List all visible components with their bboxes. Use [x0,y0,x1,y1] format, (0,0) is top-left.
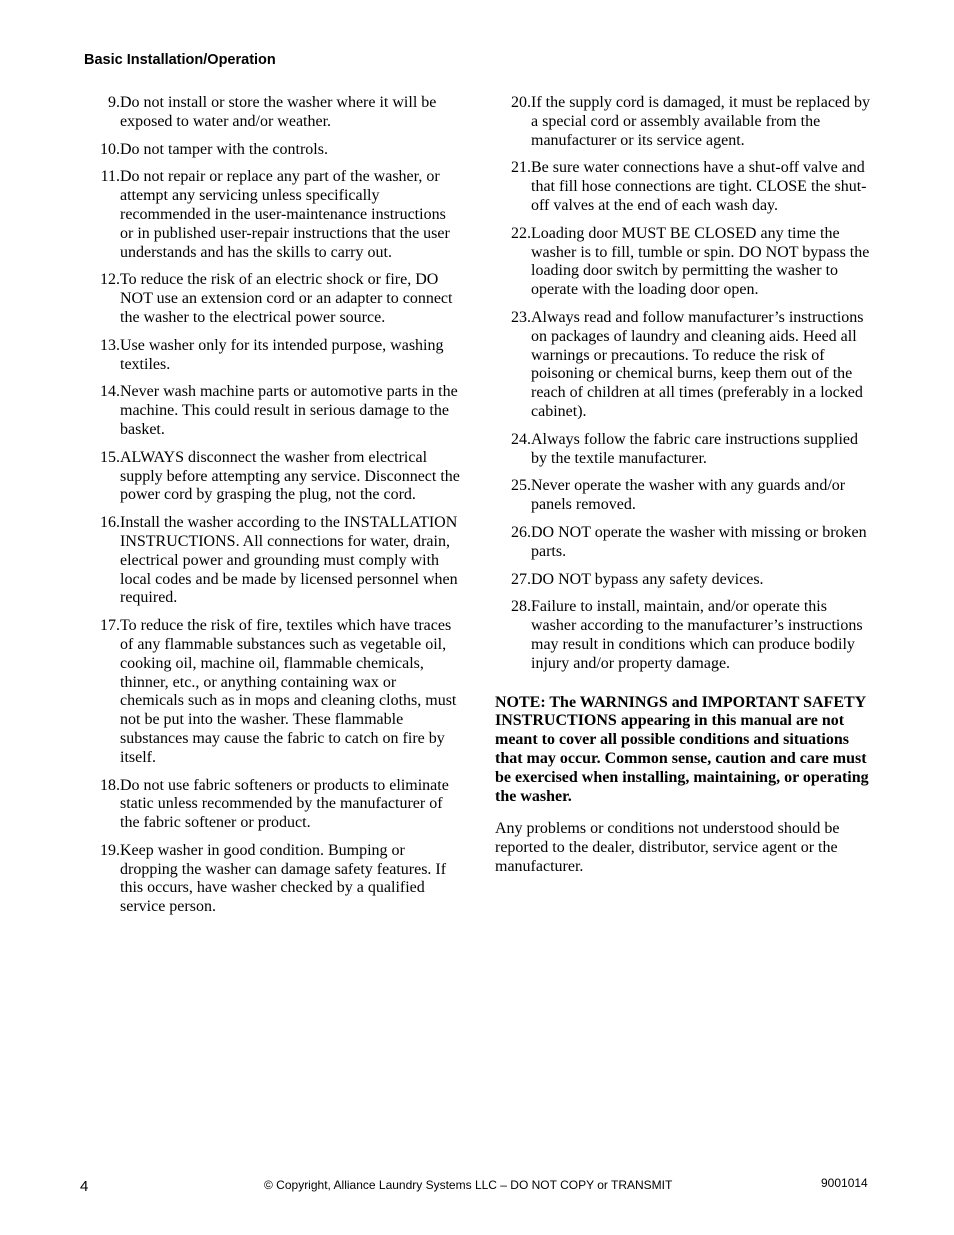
item-number: 11. [100,168,120,186]
item-number: 23. [511,308,531,326]
item-number: 28. [511,598,531,616]
item-text: To reduce the risk of an electric shock or fire, DO NOT use an extension cord or an adapter to connect the washer to the electrical power source. [120,271,453,326]
list-item [495,524,870,562]
item-text: ALWAYS disconnect the washer from electrical supply before attempting any service. Disconnect the power cord by grasping the plug, not the cord. [120,448,460,504]
item-number: 10. [100,140,120,158]
list-item [84,271,462,327]
list-item [495,159,870,215]
list-item [84,94,462,132]
list-item [84,842,462,917]
right-item-list [495,94,870,674]
item-number: 25. [511,477,531,495]
item-number: 14. [100,383,120,401]
list-item [84,337,462,375]
list-item [84,449,462,505]
item-number: 26. [511,523,531,541]
list-item [84,617,462,767]
item-number: 21. [511,159,531,177]
left-column [84,94,462,926]
closing-paragraph: Any problems or conditions not understood should be reported to the dealer, distributor, service agent or the manufacturer. [495,820,840,875]
item-text: Install the washer according to the INSTALLATION INSTRUCTIONS. All connections for water, drain, electrical power and grounding must comply with local codes and be made by licensed personnel when required. [120,514,458,607]
item-number: 18. [100,776,120,794]
item-text: Keep washer in good condition. Bumping or dropping the washer can damage safety features. If this occurs, have washer checked by a qualified service person. [120,841,447,916]
page-number: 4 [80,1178,89,1195]
copyright-notice: © Copyright, Alliance Laundry Systems LLC – DO NOT COPY or TRANSMIT [264,1178,673,1192]
item-number: 16. [100,514,120,532]
list-item [84,141,462,160]
list-item [495,225,870,300]
list-item [84,514,462,608]
item-number: 24. [511,430,531,448]
item-number: 17. [100,617,120,635]
right-column [495,94,870,877]
list-item [84,383,462,439]
list-item [495,94,870,150]
item-text: DO NOT bypass any safety devices. [531,570,764,588]
document-number: 9001014 [821,1176,868,1190]
item-text: Failure to install, maintain, and/or operate this washer according to the manufacturer’s instructions may result in conditions which can produce bodily injury and/or property damage. [531,598,863,672]
list-item [84,777,462,833]
item-number: 15. [100,448,120,466]
item-number: 22. [511,224,531,242]
list-item [495,431,870,469]
item-text: Always read and follow manufacturer’s instructions on packages of laundry and cleaning aids. Heed all warnings or precautions. To reduce the risk of poisoning or chemical burns, keep them out of the reach of children at all times (preferably in a locked cabinet). [531,308,864,420]
item-number: 27. [511,570,531,588]
item-number: 20. [511,94,531,111]
item-text: Be sure water connections have a shut-off valve and that fill hose connections are tight. CLOSE the shut-off valves at the end of each wash day. [531,159,867,214]
list-item [84,168,462,262]
item-number: 9. [108,94,120,111]
list-item [495,309,870,422]
item-text: Never wash machine parts or automotive parts in the machine. This could result in serious damage to the basket. [120,383,458,438]
item-text: Use washer only for its intended purpose, washing textiles. [120,336,444,373]
item-number: 19. [100,841,120,859]
safety-note: NOTE: The WARNINGS and IMPORTANT SAFETY INSTRUCTIONS appearing in this manual are not meant to cover all possible conditions and situations that may occur. Common sense, caution and care must be exercised when installing, maintaining, or operating the washer. [495,693,869,805]
list-item [495,477,870,515]
item-text: Loading door MUST BE CLOSED any time the washer is to fill, tumble or spin. DO NOT bypass the loading door switch by permitting the washer to operate with the loading door open. [531,224,870,299]
item-text: DO NOT operate the washer with missing or broken parts. [531,523,867,560]
list-item [495,571,870,590]
item-number: 12. [100,271,120,289]
item-text: Do not repair or replace any part of the washer, or attempt any servicing unless specifically recommended in the user-maintenance instructions or in published user-repair instructions that the user understands and has the skills to carry out. [120,168,450,261]
item-text: Never operate the washer with any guards and/or panels removed. [531,477,846,514]
item-number: 13. [100,336,120,354]
item-text: Always follow the fabric care instructions supplied by the textile manufacturer. [531,430,859,467]
item-text: Do not install or store the washer where it will be exposed to water and/or weather. [120,94,437,130]
item-text: If the supply cord is damaged, it must be replaced by a special cord or assembly available from the manufacturer or its service agent. [531,94,871,149]
list-item [495,598,870,673]
section-header: Basic Installation/Operation [84,52,276,68]
item-text: Do not use fabric softeners or products to eliminate static unless recommended by the manufacturer of the fabric softener or product. [120,776,449,832]
item-text: Do not tamper with the controls. [120,140,328,158]
item-text: To reduce the risk of fire, textiles which have traces of any flammable substances such as vegetable oil, cooking oil, machine oil, flammable chemicals, thinner, etc., or anything containing wax or chemicals such as in mops and cleaning cloths, must not be put into the washer. These flammable substances may cause the fabric to catch on fire by itself. [120,617,457,766]
